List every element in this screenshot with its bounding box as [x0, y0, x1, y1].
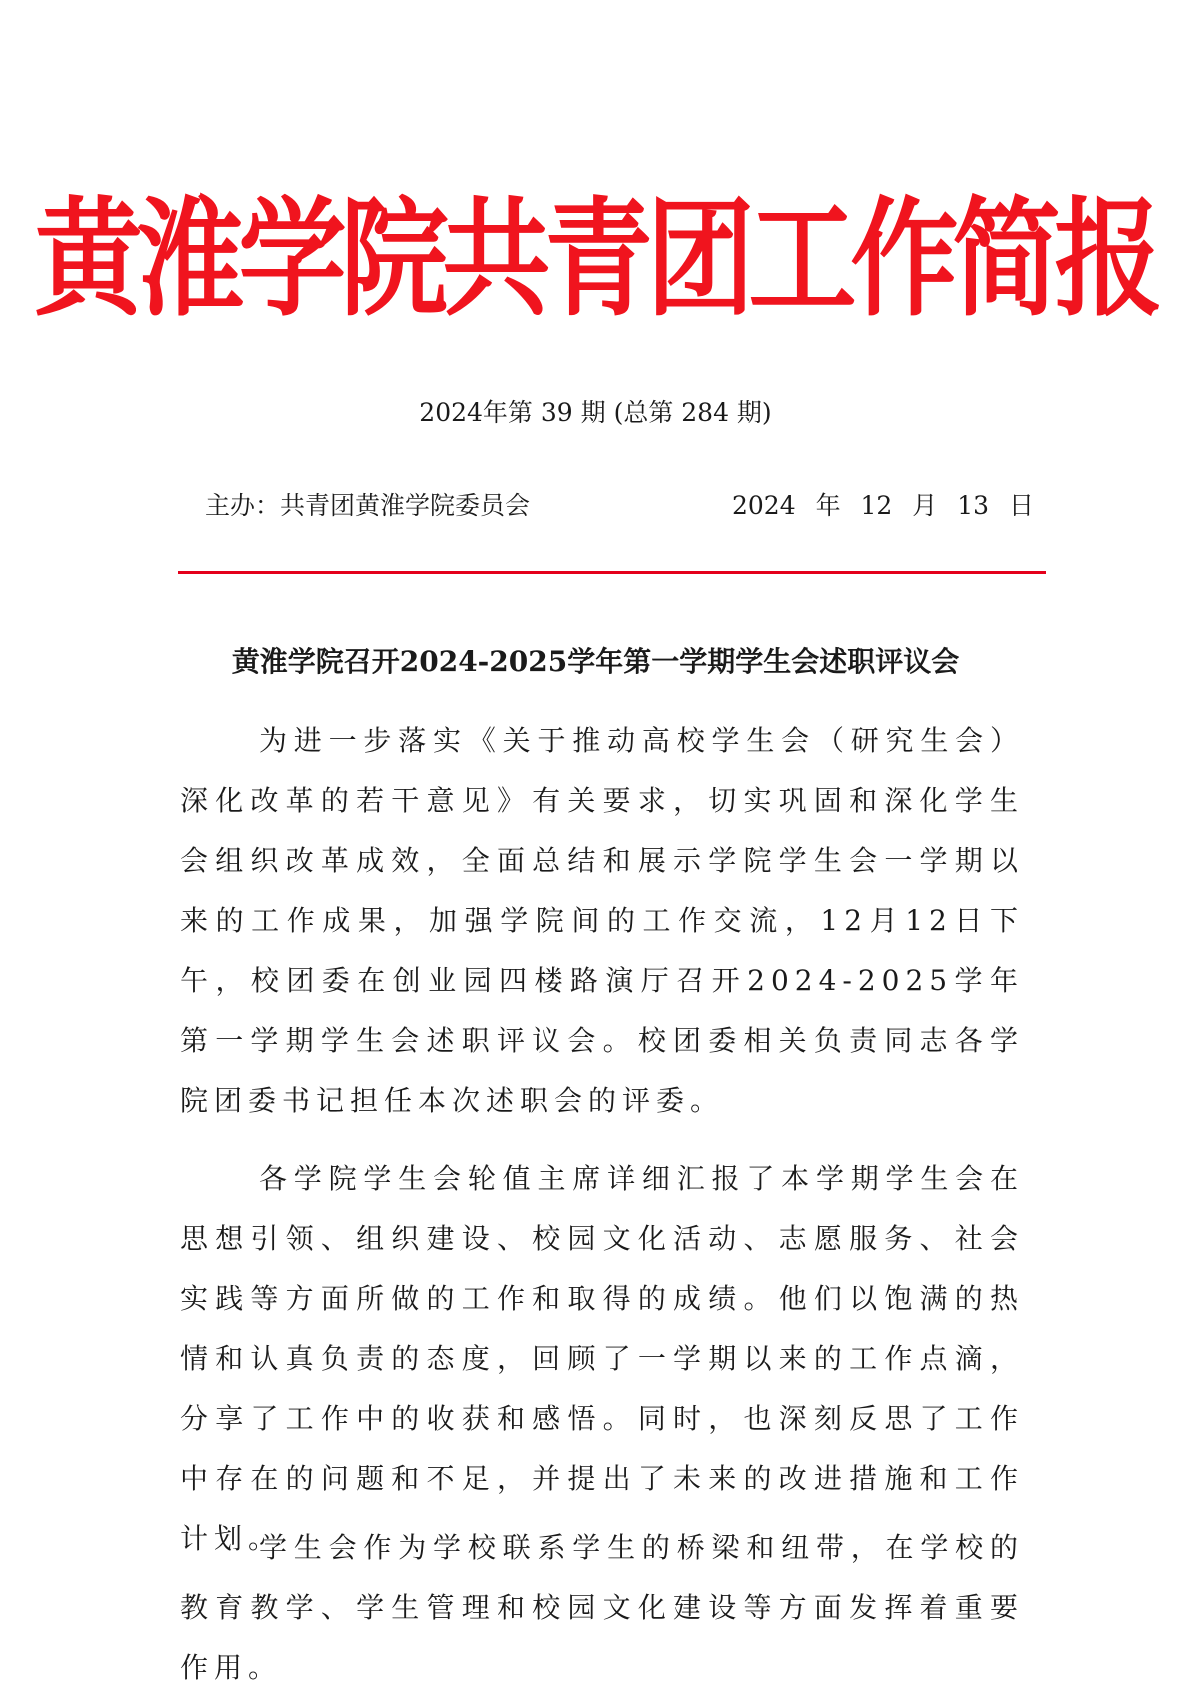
article-paragraph-2: 各学院学生会轮值主席详细汇报了本学期学生会在思想引领、组织建设、校园文化活动、志愿服务、社会实践等方面所做的工作和取得的成绩。他们以饱满的热情和认真负责的态度，回顾了一学期以来的工作点滴，分享了工作中的收获和感悟。同时，也深刻反思了工作中存在的问题和不足，并提出了未来的改进措施和工作计划。 [180, 1162, 1024, 1555]
newsletter-masthead: 黄淮学院共青团工作简报 [34, 186, 1157, 334]
publication-date: 2024 年 12 月 13 日 [732, 491, 1034, 520]
article-title: 黄淮学院召开2024-2025学年第一学期学生会述职评议会 [231, 645, 960, 678]
header-divider [178, 571, 1046, 574]
article-paragraph-1: 为进一步落实《关于推动高校学生会（研究生会）深化改革的若干意见》有关要求，切实巩固和深化学生会组织改革成效，全面总结和展示学院学生会一学期以来的工作成果，加强学院间的工作交流，12月12日下午，校团委在创业园四楼路演厅召开2024-2025学年第一学期学生会述职评议会。校团委相关负责同志各学院团委书记担任本次述职会的评委。 [180, 724, 1024, 1117]
article-paragraph-3: 学生会作为学校联系学生的桥梁和纽带，在学校的教育教学、学生管理和校园文化建设等方面发挥着重要作用。 [180, 1531, 1024, 1684]
sponsor-line: 主办：共青团黄淮学院委员会 [205, 491, 531, 520]
issue-number: 2024年第 39 期 (总第 284 期) [419, 398, 772, 427]
